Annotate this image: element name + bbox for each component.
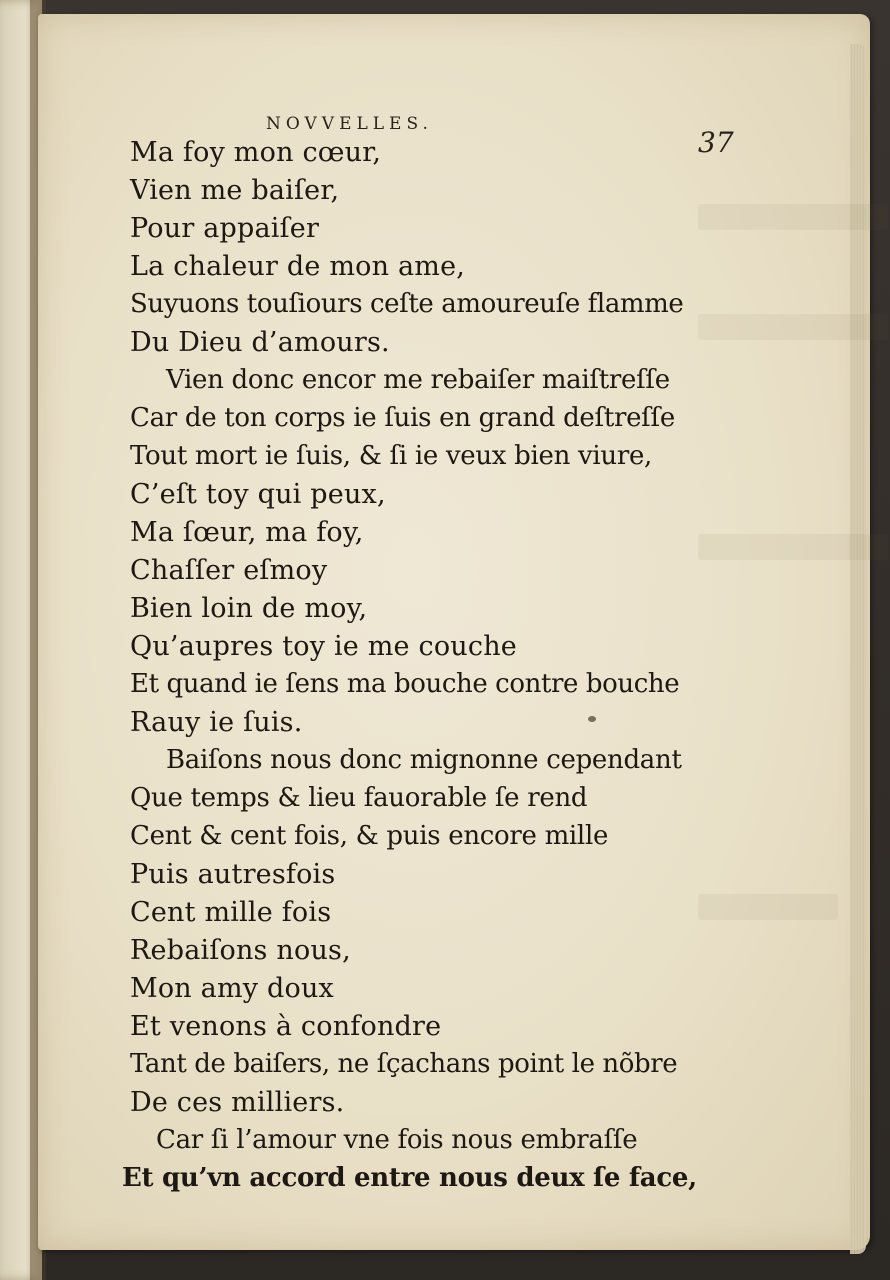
verse-line: Et venons à confondre	[130, 1011, 442, 1042]
verse-line: Ma foy mon cœur,	[130, 137, 382, 168]
verse-line: Car ſi l’amour vne fois nous embraſſe	[156, 1125, 638, 1155]
verse-line: Que temps & lieu fauorable ſe rend	[130, 783, 588, 813]
verse-line: Suyuons touſiours ceſte amoureuſe flamme	[130, 289, 684, 319]
book-page	[38, 14, 870, 1250]
verse-line: Chaſſer eſmoy	[130, 555, 328, 586]
verse-line: Baiſons nous donc mignonne cependant	[166, 745, 682, 775]
verse-line: C’eſt toy qui peux,	[130, 479, 386, 510]
verse-line: Vien me baiſer,	[130, 175, 340, 206]
ink-spot	[588, 716, 596, 722]
verse-line: Tant de baiſers, ne ſçachans point le nõbre	[130, 1049, 678, 1079]
verse-line: Puis autresfois	[130, 859, 336, 890]
verse-line: Rauy ie ſuis.	[130, 707, 303, 738]
running-head: NOVVELLES.	[266, 114, 433, 134]
verse-line: Vien donc encor me rebaiſer maiſtreſſe	[166, 365, 670, 395]
verse-line: Et quand ie ſens ma bouche contre bouche	[130, 669, 680, 699]
verse-line: Et qu’vn accord entre nous deux ſe face,	[122, 1163, 697, 1193]
verse-line: Ma ſœur, ma foy,	[130, 517, 364, 548]
verse-line: Cent mille fois	[130, 897, 332, 928]
verse-line: Tout mort ie ſuis, & ſi ie veux bien viure,	[130, 441, 653, 471]
verse-line: Mon amy doux	[130, 973, 334, 1004]
verse-line: Car de ton corps ie ſuis en grand deſtreſſe	[130, 403, 675, 433]
verse-line: Qu’aupres toy ie me couche	[130, 631, 517, 662]
page-text	[38, 14, 870, 1250]
verse-line: De ces milliers.	[130, 1087, 345, 1118]
verse-line: La chaleur de mon ame,	[130, 251, 466, 282]
verse-line: Du Dieu d’amours.	[130, 327, 390, 358]
verse-line: Rebaiſons nous,	[130, 935, 351, 966]
verse-line: Pour appaiſer	[130, 213, 320, 244]
page-number: 37	[698, 126, 734, 159]
verse-line: Cent & cent fois, & puis encore mille	[130, 821, 609, 851]
verse-line: Bien loin de moy,	[130, 593, 368, 624]
